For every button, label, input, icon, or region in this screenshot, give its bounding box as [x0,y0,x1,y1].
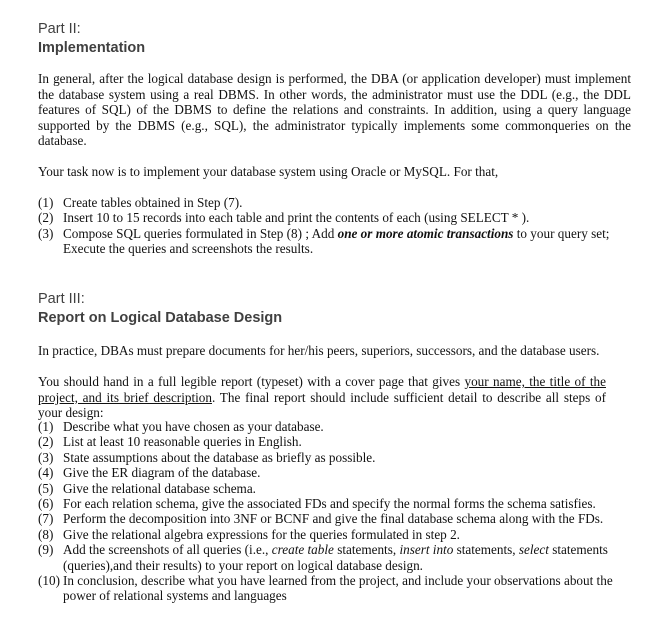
list-item: (1) Describe what you have chosen as your database. [38,419,324,434]
part2-task-paragraph: Your task now is to implement your database system using Oracle or MySQL. For that, [38,164,499,179]
list-item: (6) For each relation schema, give the associated FDs and specify the normal forms the schema satisfies. [38,496,596,512]
list-item: (3) Compose SQL queries formulated in Step (8) ; Add one or more atomic transactions to your query set; Execute the queries and screenshots the results. [38,225,610,257]
report-requirements-list [38,419,640,604]
part2-intro-paragraph: In general, after the logical database design is performed, the DBA (or application developer) must implement the database system using a real DBMS. In other words, the administrator must use the DDL (e.g., the DDL features of SQL) of the DBMS to define the relations and constraints. In addition, using a query language supported by the DBMS (e.g., SQL), the administrator typically implements some commonqueries on the database. [38,71,631,149]
part3-title: Report on Logical Database Design [38,310,283,326]
list-item: (2) List at least 10 reasonable queries in English. [38,434,302,450]
part3-handin-paragraph: You should hand in a full legible report (typeset) with a cover page that gives your name, the title of the project, and its brief description. The final report should include sufficient detail to describe all steps of your design: [38,374,606,421]
part3-label: Part III: [38,291,85,307]
list-item: (10) In conclusion, describe what you have learned from the project, and include your observations about the power of relational systems and languages [38,573,613,604]
part2-label: Part II: [38,21,81,37]
list-item: (9) Add the screenshots of all queries (i.e., create table statements, insert into statements, select statements (queries),and their results) to your report on logical database design. [38,542,608,573]
list-item: (4) Give the ER diagram of the database. [38,465,261,481]
list-item: (5) Give the relational database schema. [38,480,256,496]
list-item: (2) Insert 10 to 15 records into each table and print the contents of each (using SELECT * ). [38,210,530,226]
list-item: (7) Perform the decomposition into 3NF or BCNF and give the final database schema along with the FDs. [38,511,604,527]
part3-practice-paragraph: In practice, DBAs must prepare documents for her/his peers, superiors, successors, and the database users. [38,343,600,358]
list-item: (1) Create tables obtained in Step (7). [38,195,243,210]
part2-title: Implementation [38,40,146,56]
implementation-steps-list [38,195,628,257]
underlined-requirement: your name, the title of the project, and its brief description [38,374,606,405]
list-item: (3) State assumptions about the database as briefly as possible. [38,449,376,465]
list-item: (8) Give the relational algebra expressions for the queries formulated in step 2. [38,526,460,542]
